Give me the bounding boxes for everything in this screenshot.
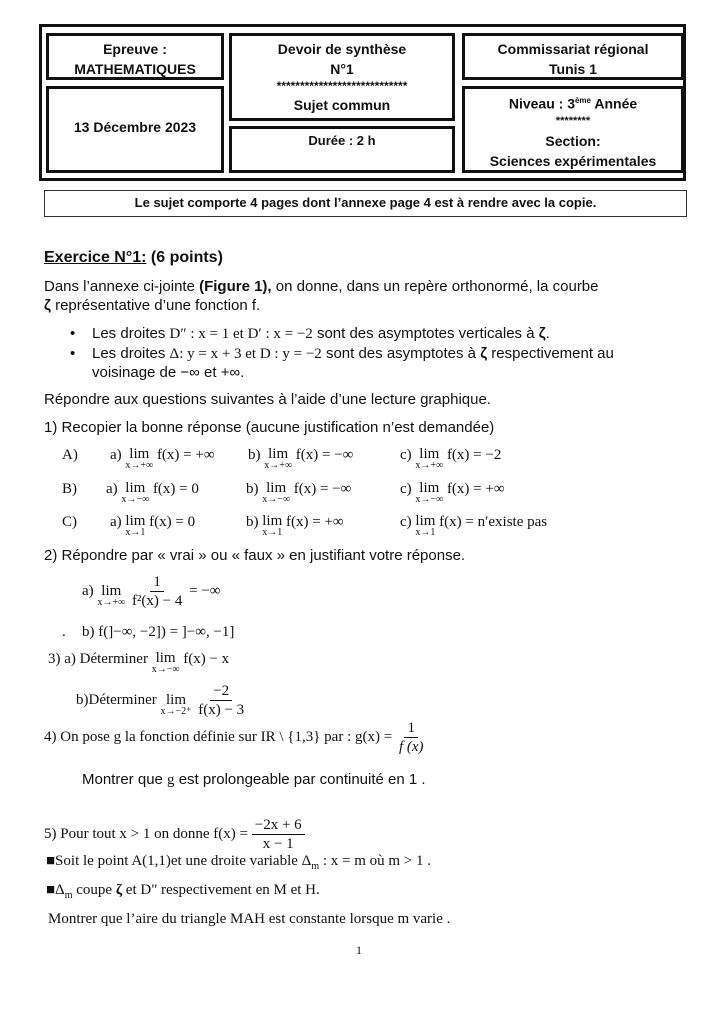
lim-sub: x→+∞ (125, 460, 154, 471)
figure-ref: (Figure 1), (199, 278, 272, 295)
q5-bullet-2 (46, 882, 320, 901)
intro-text-end: on donne, dans un repère orthonormé, la courbe (271, 278, 599, 295)
q1-option (400, 447, 501, 471)
bullet-math: Δ: y = x + 3 et D : y = −2 (169, 346, 322, 362)
denominator: f (x) (398, 739, 424, 755)
q1-row-label: B) (62, 481, 77, 497)
epreuve-label: Epreuve : (103, 41, 167, 57)
bullet-text: respectivement au (487, 345, 614, 362)
intro-text-2: représentative d’une fonction f. (50, 297, 261, 314)
devoir-title: Devoir de synthèse (277, 41, 407, 57)
q5-b2-mid: coupe (72, 882, 116, 898)
bullet-asymptotes (92, 345, 614, 363)
q4-text: 4) On pose g la fonction définie sur IR \ {1,3} par : g(x) = (44, 729, 396, 745)
devoir-box (229, 33, 455, 121)
lim-word: lim (125, 513, 146, 529)
subscript: m (311, 861, 320, 872)
q1-option (110, 447, 215, 471)
section-label: Section: (545, 132, 601, 149)
lim-sub: x→+∞ (415, 460, 444, 471)
stars-short: ******** (555, 114, 591, 127)
lim-word: lim (101, 582, 122, 599)
q4-line2 (82, 771, 426, 789)
option-expr: f(x) = +∞ (443, 481, 505, 497)
exercise-title-text: Exercice N°1: (44, 249, 147, 266)
lim-sub: x→−∞ (262, 494, 291, 505)
option-letter: c) (400, 481, 416, 497)
niveau-box (462, 86, 684, 173)
option-expr: f(x) = −∞ (292, 447, 354, 463)
q4-text-end: est prolongeable par continuité en 1 . (174, 771, 426, 788)
page-number: 1 (356, 943, 362, 957)
q3a (48, 651, 229, 675)
limit (97, 584, 125, 608)
limit (125, 447, 153, 471)
q2b-dot: . (62, 624, 66, 640)
q5-b1-end: : x = m où m > 1 . (319, 853, 432, 869)
option-expr: f(x) = 0 (149, 481, 199, 497)
bullet-text: Les droites (92, 325, 170, 342)
epreuve-value: MATHEMATIQUES (74, 61, 196, 77)
bullet-text: sont des asymptotes verticales à (312, 325, 539, 342)
epreuve-box (46, 33, 224, 80)
q2a-label: a) (82, 583, 98, 599)
q5-b2-text: ■Δ (46, 882, 65, 898)
numerator: −2x + 6 (252, 816, 305, 835)
stars-divider: **************************** (276, 79, 408, 93)
lim-word: lim (125, 480, 146, 496)
intro-text: Dans l’annexe ci-jointe (44, 278, 200, 295)
q5-b2-end: et D" respectivement en M et H. (122, 882, 320, 898)
commissariat: Commissariat régional (497, 41, 649, 57)
q3a-expr: f(x) − x (179, 651, 230, 667)
lim-word: lim (268, 446, 289, 462)
q1-option (110, 514, 195, 538)
devoir-number: N°1 (330, 61, 354, 77)
exam-date: 13 Décembre 2023 (73, 118, 197, 135)
zeta-symbol: ζ (44, 297, 51, 314)
lim-sub: x→1 (262, 527, 283, 538)
q5-final: Montrer que l’aire du triangle MAH est constante lorsque m varie . (48, 911, 451, 927)
subscript: m (64, 890, 73, 901)
q5 (44, 816, 305, 853)
duree: Durée : 2 h (308, 133, 376, 148)
option-letter: b) (246, 514, 263, 530)
bullet-math: D″ : x = 1 et D′ : x = −2 (169, 326, 313, 342)
limit (161, 693, 192, 717)
lim-word: lim (266, 480, 287, 496)
bullet-continuation: voisinage de −∞ et +∞. (92, 364, 245, 381)
denominator: f²(x) − 4 (131, 593, 183, 609)
q1-option (246, 514, 344, 538)
limit (415, 481, 443, 505)
bullet-text: sont des asymptotes à (321, 345, 481, 362)
lim-word: lim (166, 691, 187, 708)
lim-word: lim (129, 446, 150, 462)
fraction (252, 816, 305, 853)
duree-box (229, 126, 455, 173)
q5-bullet-1 (46, 853, 431, 872)
section-value: Sciences expérimentales (489, 152, 657, 169)
instruction: Répondre aux questions suivantes à l’aide d’une lecture graphique. (44, 391, 491, 408)
limit (264, 447, 292, 471)
zeta-symbol: ζ (538, 325, 546, 342)
option-letter: c) (400, 514, 416, 530)
intro-line-2 (44, 297, 260, 314)
fraction (129, 573, 185, 610)
q3a-label: 3) a) Déterminer (48, 651, 152, 667)
zeta-symbol: ζ (115, 882, 123, 898)
lim-sub: x→+∞ (264, 460, 293, 471)
option-letter: c) (400, 447, 416, 463)
lim-word: lim (415, 513, 436, 529)
option-letter: a) (110, 514, 126, 530)
option-expr: f(x) = −2 (443, 447, 502, 463)
bullet-vertical-asymptotes (92, 325, 550, 343)
lim-sub: x→−2⁺ (160, 705, 192, 717)
option-expr: f(x) = 0 (145, 514, 196, 530)
lim-sub: x→−∞ (415, 494, 444, 505)
zeta-symbol: ζ (480, 345, 488, 362)
q3b-label: b)Déterminer (76, 692, 161, 708)
niveau (509, 91, 637, 114)
limit (152, 651, 180, 675)
q2a-result: = −∞ (189, 583, 221, 599)
q3b (76, 682, 247, 719)
fraction (195, 682, 247, 719)
lim-word: lim (419, 480, 440, 496)
option-expr: f(x) = −∞ (290, 481, 352, 497)
limit (125, 514, 145, 538)
lim-sub: x→−∞ (121, 494, 150, 505)
q1-option (400, 481, 505, 505)
option-letter: a) (110, 447, 126, 463)
exercise-points: (6 points) (146, 249, 223, 266)
q1-option (106, 481, 199, 505)
q1-row-label: A) (62, 447, 78, 463)
denominator: x − 1 (262, 836, 294, 852)
numerator: 1 (404, 719, 418, 738)
fraction (396, 719, 427, 756)
limit (415, 447, 443, 471)
numerator: 1 (150, 573, 164, 592)
lim-sub: x→−∞ (151, 664, 180, 675)
option-expr: f(x) = +∞ (282, 514, 344, 530)
q4-text: Montrer que (82, 771, 168, 788)
option-letter: b) (248, 447, 265, 463)
q1-option (248, 447, 353, 471)
question-1: 1) Recopier la bonne réponse (aucune justification n’est demandée) (44, 419, 495, 436)
lim-sub: x→+∞ (97, 596, 126, 608)
numerator: −2 (210, 682, 232, 701)
denominator: f(x) − 3 (198, 702, 245, 718)
question-2: 2) Répondre par « vrai » ou « faux » en justifiant votre réponse. (44, 547, 466, 564)
q5-b1-text: ■Soit le point A(1,1)et une droite variable Δ (46, 853, 312, 869)
bullet-text: Les droites (92, 345, 170, 362)
q2a (82, 573, 221, 610)
q4-g: g (167, 772, 175, 788)
lim-word: lim (419, 446, 440, 462)
option-letter: b) (246, 481, 263, 497)
option-expr: f(x) = n′existe pas (435, 514, 548, 530)
niveau-sup: ème (574, 96, 591, 105)
region: Tunis 1 (549, 61, 597, 77)
option-letter: a) (106, 481, 122, 497)
limit (415, 514, 435, 538)
date-box (46, 86, 224, 173)
limit (121, 481, 149, 505)
niveau-suffix: Année (591, 95, 638, 112)
q1-option (246, 481, 351, 505)
q2b: b) f(]−∞, −2]) = ]−∞, −1] (82, 624, 235, 640)
q5-text: 5) Pour tout x > 1 on donne f(x) = (44, 826, 252, 842)
q1-row-label: C) (62, 514, 77, 530)
sujet-commun: Sujet commun (293, 97, 391, 113)
limit (262, 481, 290, 505)
lim-sub: x→1 (415, 527, 436, 538)
lim-sub: x→1 (125, 527, 146, 538)
q1-option (400, 514, 547, 538)
exercise-title (44, 249, 223, 267)
subject-note: Le sujet comporte 4 pages dont l’annexe page 4 est à rendre avec la copie. (44, 190, 687, 217)
intro-line-1 (44, 278, 599, 295)
niveau-prefix: Niveau : 3 (508, 95, 575, 112)
q4 (44, 719, 427, 756)
lim-word: lim (155, 650, 176, 666)
limit (262, 514, 282, 538)
lim-word: lim (262, 513, 283, 529)
option-expr: f(x) = +∞ (153, 447, 215, 463)
bullet-text: . (545, 325, 550, 342)
commissariat-box (462, 33, 684, 80)
